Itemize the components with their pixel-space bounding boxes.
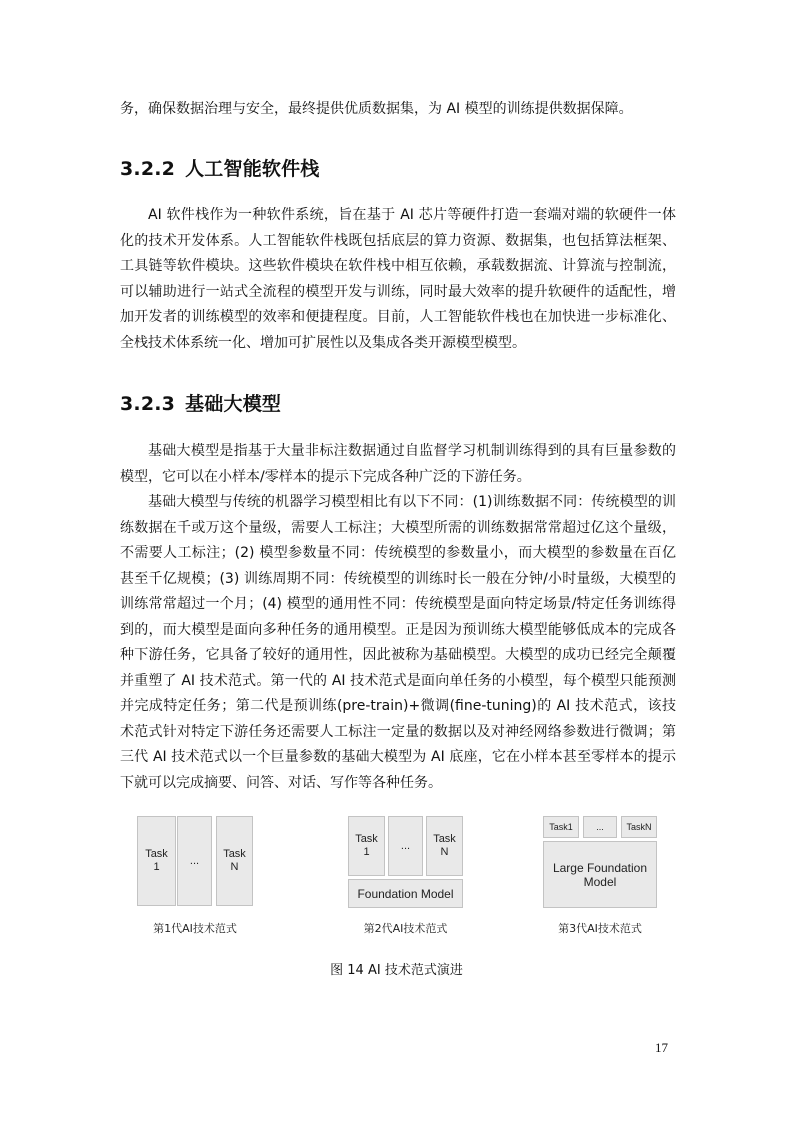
gen1-task-n-box: Task N (216, 816, 253, 906)
gen2-task-1-box: Task 1 (348, 816, 385, 876)
section-title: 人工智能软件栈 (185, 158, 320, 180)
foundation-model-comparison-paragraph: 基础大模型与传统的机器学习模型相比有以下不同：(1)训练数据不同：传统模型的训练数据在千或万这个量级，需要人工标注；大模型所需的训练数据常常超过亿这个量级，不需要人工标注；(2) 模型参数量不同：传统模型的参数量小，而大模型的参数量在百亿甚至千亿规模；(3) 训练周期不同：传统模型的训练时长一般在分钟/小时量级，大模型的训练常常超过一个月；(4) 模型的通用性不同：传统模型是面向特定场景/特定任务训练得到的，而大模型是面向多种任务的通用模型。正是因为预训练大模型能够低成本的完成各种下游任务，它具备了较好的通用性，因此被称为基础模型。大模型的成功已经完全颠覆并重塑了 AI 技术范式。第一代的 AI 技术范式是面向单任务的小模型，每个模型只能预测并完成特定任务；第二代是预训练(pre-train)+微调(fine-tuning)的 AI 技术范式，该技术范式针对特定下游任务还需要人工标注一定量的数据以及对神经网络参数进行微调；第三代 AI 技术范式以一个巨量参数的基础大模型为 AI 底座，它在小样本甚至零样本的提示下就可以完成摘要、问答、对话、写作等各种任务。 (120, 494, 676, 791)
section-number: 3.2.2 (120, 158, 176, 180)
gen2-task-n-box: Task N (426, 816, 463, 876)
gen1-task-1-box: Task 1 (137, 816, 176, 906)
gen1-label: 第1代AI技术范式 (153, 922, 237, 935)
gen1-ellipsis-box: ... (177, 816, 212, 906)
section-heading-3-2-2 (120, 154, 320, 181)
software-stack-paragraph: AI 软件栈作为一种软件系统，旨在基于 AI 芯片等硬件打造一套端对端的软硬件一体化的技术开发体系。人工智能软件栈既包括底层的算力资源、数据集，也包括算法框架、工具链等软件模块。这些软件模块在软件栈中相互依赖，承载数据流、计算流与控制流，可以辅助进行一站式全流程的模型开发与训练，同时最大效率的提升软硬件的适配性，增加开发者的训练模型的效率和便捷程度。目前，人工智能软件栈也在加快进一步标准化、全栈技术体系统一化、增加可扩展性以及集成各类开源模型模型。 (120, 207, 676, 351)
gen3-ellipsis-box: ... (583, 816, 617, 838)
foundation-model-definition-paragraph: 基础大模型是指基于大量非标注数据通过自监督学习机制训练得到的具有巨量参数的模型，它可以在小样本/零样本的提示下完成各种广泛的下游任务。 (120, 443, 676, 485)
gen3-large-foundation-model-box: Large Foundation Model (543, 841, 657, 908)
intro-paragraph: 务，确保数据治理与安全，最终提供优质数据集，为 AI 模型的训练提供数据保障。 (120, 101, 633, 117)
gen3-task-n-box: TaskN (621, 816, 657, 838)
page-number: 17 (655, 1040, 668, 1055)
gen2-foundation-model-box: Foundation Model (348, 879, 463, 908)
section-heading-3-2-3 (120, 389, 281, 416)
figure-caption: 图 14 AI 技术范式演进 (330, 963, 463, 978)
section-title: 基础大模型 (185, 393, 282, 415)
gen3-label: 第3代AI技术范式 (558, 922, 642, 935)
section-number: 3.2.3 (120, 393, 176, 415)
gen2-label: 第2代AI技术范式 (363, 922, 448, 935)
gen3-task-1-box: Task1 (543, 816, 579, 838)
gen2-ellipsis-box: ... (388, 816, 423, 876)
